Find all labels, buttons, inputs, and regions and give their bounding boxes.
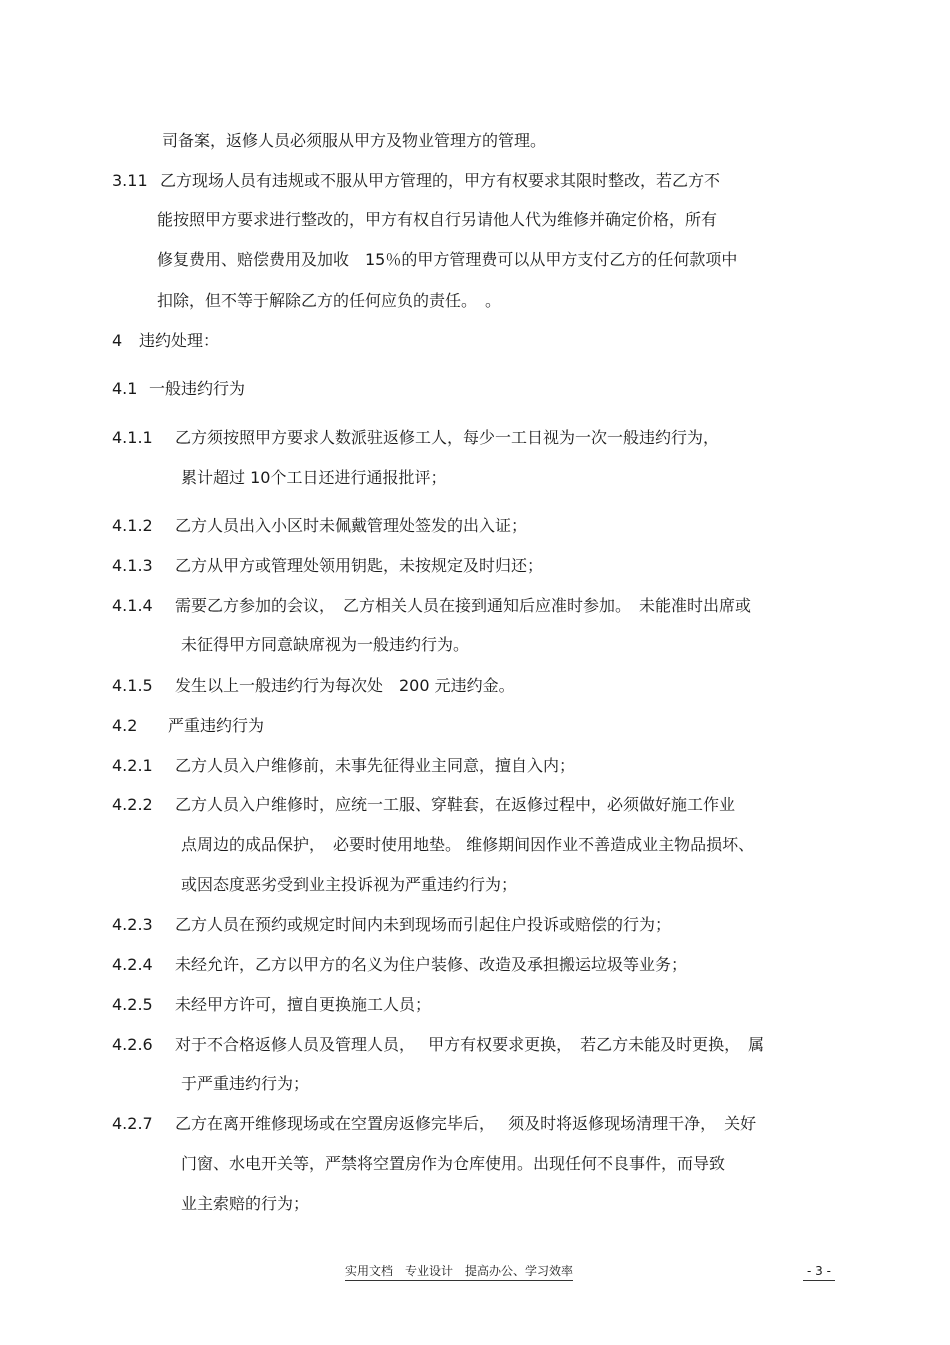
section-4-1-heading: 一般违约行为: [149, 379, 246, 398]
section-number-4-1: 4.1: [112, 379, 138, 398]
clause-number-4-2-2: 4.2.2: [112, 795, 153, 814]
clause-4-1-3-text: 乙方从甲方或管理处领用钥匙，未按规定及时归还；: [175, 556, 544, 575]
clause-4-2-6-text-line2: 于严重违约行为；: [181, 1074, 310, 1093]
clause-4-2-7-text-line2: 门窗、水电开关等，严禁将空置房作为仓库使用。出现任何不良事件，而导致: [181, 1154, 726, 1173]
clause-number-4-2-1: 4.2.1: [112, 756, 153, 775]
clause-3-11-text: 乙方现场人员有违规或不服从甲方管理的，甲方有权要求其限时整改，若乙方不: [160, 171, 721, 190]
clause-3-11-text-line4: 扣除，但不等于解除乙方的任何应负的责任。 。: [157, 291, 502, 310]
clause-number-4-2-5: 4.2.5: [112, 995, 153, 1014]
clause-number-4-1-1: 4.1.1: [112, 428, 153, 447]
clause-4-1-4-text: 需要乙方参加的会议， 乙方相关人员在接到通知后应准时参加。 未能准时出席或: [175, 596, 752, 615]
section-number-4-2: 4.2: [112, 716, 138, 735]
clause-number-4-1-5: 4.1.5: [112, 676, 153, 695]
clause-number-4-2-6: 4.2.6: [112, 1035, 153, 1054]
clause-4-1-2-text: 乙方人员出入小区时未佩戴管理处签发的出入证；: [175, 516, 528, 535]
clause-4-2-2-text-line3: 或因态度恶劣受到业主投诉视为严重违约行为；: [181, 875, 518, 894]
clause-4-2-3-text: 乙方人员在预约或规定时间内未到现场而引起住户投诉或赔偿的行为；: [175, 915, 672, 934]
clause-3-11-text-line3: 修复费用、赔偿费用及加收 15％的甲方管理费可以从甲方支付乙方的任何款项中: [157, 250, 738, 269]
clause-4-2-7-text-line3: 业主索赔的行为；: [181, 1194, 310, 1213]
clause-3-10-continuation: 司备案，返修人员必须服从甲方及物业管理方的管理。: [162, 131, 547, 150]
clause-number-4-2-3: 4.2.3: [112, 915, 153, 934]
clause-4-1-1-text: 乙方须按照甲方要求人数派驻返修工人，每少一工日视为一次一般违约行为，: [175, 428, 720, 447]
page-number: - 3 -: [803, 1263, 835, 1281]
clause-4-2-1-text: 乙方人员入户维修前，未事先征得业主同意，擅自入内；: [175, 756, 576, 775]
clause-4-1-4-text-line2: 未征得甲方同意缺席视为一般违约行为。: [181, 635, 470, 654]
clause-4-2-5-text: 未经甲方许可，擅自更换施工人员；: [175, 995, 432, 1014]
clause-number-3-11: 3.11: [112, 171, 148, 190]
footer-text: 实用文档 专业设计 提高办公、学习效率: [345, 1263, 573, 1281]
clause-number-4-1-4: 4.1.4: [112, 596, 153, 615]
clause-number-4-1-3: 4.1.3: [112, 556, 153, 575]
section-4-heading: 违约处理：: [139, 331, 220, 350]
clause-4-2-4-text: 未经允许，乙方以甲方的名义为住户装修、改造及承担搬运垃圾等业务；: [175, 955, 688, 974]
section-number-4: 4: [112, 331, 123, 350]
clause-4-2-7-text: 乙方在离开维修现场或在空置房返修完毕后， 须及时将返修现场清理干净， 关好: [175, 1114, 757, 1133]
clause-4-1-5-text: 发生以上一般违约行为每次处 200 元违约金。: [175, 676, 515, 695]
clause-3-11-text-line2: 能按照甲方要求进行整改的，甲方有权自行另请他人代为维修并确定价格，所有: [157, 210, 718, 229]
clause-4-2-2-text: 乙方人员入户维修时，应统一工服、穿鞋套，在返修过程中，必须做好施工作业: [175, 795, 736, 814]
clause-4-1-1-text-line2: 累计超过 10个工日还进行通报批评；: [181, 468, 447, 487]
section-4-2-heading: 严重违约行为: [168, 716, 265, 735]
clause-4-2-2-text-line2: 点周边的成品保护， 必要时使用地垫。 维修期间因作业不善造成业主物品损坏、: [181, 835, 755, 854]
clause-number-4-2-7: 4.2.7: [112, 1114, 153, 1133]
clause-number-4-2-4: 4.2.4: [112, 955, 153, 974]
clause-4-2-6-text: 对于不合格返修人员及管理人员， 甲方有权要求更换， 若乙方未能及时更换， 属: [175, 1035, 765, 1054]
clause-number-4-1-2: 4.1.2: [112, 516, 153, 535]
